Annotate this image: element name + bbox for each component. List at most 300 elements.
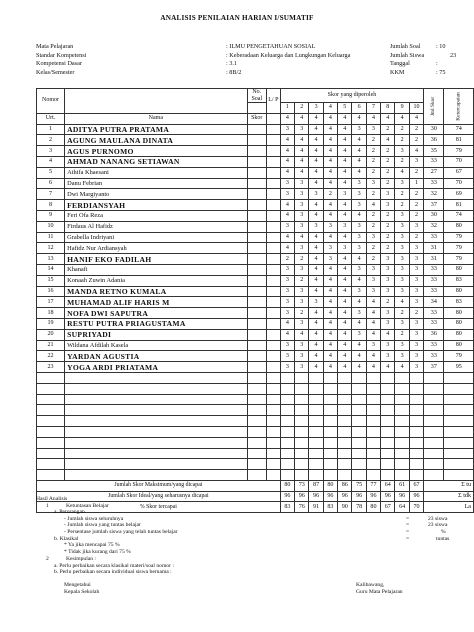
- question-number: 5: [338, 103, 352, 114]
- summary-value: 76: [295, 502, 309, 513]
- total-score: 33: [424, 340, 444, 351]
- empty-row: [37, 372, 474, 383]
- score-cell: 4: [309, 351, 323, 362]
- score-cell: 4: [295, 167, 309, 178]
- score-cell: 2: [409, 124, 423, 135]
- score-table: [36, 88, 474, 513]
- empty-cell: [381, 437, 395, 448]
- info-label: Tanggal: [390, 60, 410, 67]
- summary-value: 96: [352, 491, 366, 502]
- student-number: 5: [37, 167, 65, 178]
- summary-value: 96: [323, 491, 337, 502]
- score-cell: 4: [323, 297, 337, 308]
- empty-cell: [395, 448, 409, 459]
- score-cell: 3: [381, 318, 395, 329]
- empty-cell: [381, 459, 395, 470]
- summary-value: 86: [338, 480, 352, 491]
- summary-value: 96: [381, 491, 395, 502]
- score-cell: 4: [366, 297, 380, 308]
- score-cell: 3: [280, 189, 294, 200]
- student-soal-blank: [247, 210, 266, 221]
- empty-cell: [424, 448, 444, 459]
- empty-cell: [37, 405, 65, 416]
- score-cell: 4: [295, 232, 309, 243]
- max-score: 4: [338, 113, 352, 124]
- klasikal-eq: =: [406, 535, 410, 542]
- klasikal-note: * Tidak jika kurang dari 75 %: [64, 548, 131, 555]
- score-cell: 4: [338, 297, 352, 308]
- score-cell: 3: [323, 254, 337, 265]
- empty-cell: [395, 416, 409, 427]
- klasikal-label: b. Klasikal: [54, 535, 79, 542]
- empty-cell: [424, 372, 444, 383]
- score-cell: 4: [352, 340, 366, 351]
- score-cell: 4: [309, 362, 323, 373]
- score-cell: 2: [409, 135, 423, 146]
- score-cell: 4: [352, 275, 366, 286]
- score-cell: 4: [395, 167, 409, 178]
- score-cell: 4: [323, 308, 337, 319]
- score-cell: 4: [323, 210, 337, 221]
- ketercapaian-value: 80: [444, 329, 474, 340]
- student-lp-blank: [266, 232, 280, 243]
- student-soal-blank: [247, 178, 266, 189]
- total-score: 33: [424, 286, 444, 297]
- empty-cell: [424, 383, 444, 394]
- score-cell: 3: [352, 124, 366, 135]
- summary-value: 83: [323, 502, 337, 513]
- question-number: 6: [352, 103, 366, 114]
- student-row: [37, 362, 474, 373]
- score-cell: 4: [323, 135, 337, 146]
- empty-cell: [444, 448, 474, 459]
- empty-cell: [395, 372, 409, 383]
- score-cell: 4: [366, 308, 380, 319]
- analysis-eq: =: [406, 528, 410, 535]
- empty-cell: [280, 416, 294, 427]
- info-label: Kompetensi Dasar: [36, 60, 82, 67]
- score-cell: 2: [395, 329, 409, 340]
- empty-cell: [352, 416, 366, 427]
- student-soal-blank: [247, 146, 266, 157]
- empty-cell: [352, 405, 366, 416]
- score-cell: 3: [352, 221, 366, 232]
- empty-cell: [280, 448, 294, 459]
- score-cell: 4: [309, 243, 323, 254]
- empty-cell: [65, 416, 248, 427]
- score-cell: 3: [280, 340, 294, 351]
- empty-cell: [323, 426, 337, 437]
- score-cell: 4: [409, 146, 423, 157]
- score-cell: 3: [409, 318, 423, 329]
- empty-cell: [444, 372, 474, 383]
- ketercapaian-value: 81: [444, 135, 474, 146]
- student-name: Khanafi: [65, 264, 248, 275]
- empty-cell: [352, 437, 366, 448]
- analysis-val: %: [441, 528, 446, 535]
- ketercapaian-value: 80: [444, 308, 474, 319]
- score-cell: 4: [366, 351, 380, 362]
- total-score: 27: [424, 167, 444, 178]
- empty-cell: [395, 405, 409, 416]
- score-cell: 3: [280, 221, 294, 232]
- student-name: YOGA ARDI PRIATAMA: [65, 362, 248, 373]
- empty-cell: [247, 394, 266, 405]
- score-cell: 2: [381, 146, 395, 157]
- empty-cell: [247, 416, 266, 427]
- header-lp: L/ P: [266, 89, 280, 114]
- score-cell: 3: [395, 254, 409, 265]
- summary-value: 61: [395, 480, 409, 491]
- perorangan-label: a. Perorangan: [54, 509, 85, 516]
- header-nama: Nama: [65, 113, 248, 124]
- total-score: 30: [424, 210, 444, 221]
- score-cell: 4: [280, 156, 294, 167]
- score-cell: 4: [323, 167, 337, 178]
- student-soal-blank: [247, 167, 266, 178]
- score-cell: 4: [309, 340, 323, 351]
- summary-value: 64: [395, 502, 409, 513]
- analysis-line: - Persentase jumlah siswa yang telah tuntas belajar: [64, 528, 178, 535]
- empty-cell: [381, 416, 395, 427]
- question-number: 4: [323, 103, 337, 114]
- score-cell: 4: [338, 329, 352, 340]
- ketercapaian-value: 79: [444, 254, 474, 265]
- empty-cell: [37, 416, 65, 427]
- score-cell: 3: [323, 243, 337, 254]
- empty-cell: [247, 372, 266, 383]
- empty-cell: [309, 448, 323, 459]
- empty-cell: [323, 416, 337, 427]
- score-cell: 2: [366, 156, 380, 167]
- score-cell: 3: [295, 210, 309, 221]
- summary-right-label: La: [424, 502, 474, 513]
- score-cell: 2: [395, 189, 409, 200]
- student-number: 3: [37, 146, 65, 157]
- max-score: 4: [295, 113, 309, 124]
- score-cell: 3: [381, 351, 395, 362]
- score-cell: 4: [295, 146, 309, 157]
- score-cell: 3: [409, 286, 423, 297]
- student-row: [37, 254, 474, 265]
- student-lp-blank: [266, 264, 280, 275]
- score-cell: 3: [323, 221, 337, 232]
- score-cell: 4: [338, 362, 352, 373]
- info-row: [390, 43, 456, 52]
- score-cell: 2: [366, 146, 380, 157]
- empty-cell: [65, 470, 248, 481]
- empty-cell: [366, 405, 380, 416]
- score-cell: 3: [295, 297, 309, 308]
- empty-cell: [323, 448, 337, 459]
- summary-value: 80: [280, 480, 294, 491]
- score-cell: 4: [381, 135, 395, 146]
- empty-cell: [381, 394, 395, 405]
- empty-cell: [395, 437, 409, 448]
- student-lp-blank: [266, 221, 280, 232]
- empty-cell: [295, 383, 309, 394]
- total-score: 33: [424, 275, 444, 286]
- score-cell: 3: [338, 221, 352, 232]
- student-name: Firdaus Al Hafidz: [65, 221, 248, 232]
- student-soal-blank: [247, 351, 266, 362]
- student-name: ADITYA PUTRA PRATAMA: [65, 124, 248, 135]
- empty-cell: [352, 372, 366, 383]
- empty-cell: [409, 470, 423, 481]
- student-soal-blank: [247, 286, 266, 297]
- summary-value: 96: [309, 491, 323, 502]
- empty-cell: [381, 426, 395, 437]
- empty-cell: [352, 448, 366, 459]
- klasikal-val: tuntas: [436, 535, 450, 542]
- score-cell: 2: [381, 178, 395, 189]
- max-score: 4: [280, 113, 294, 124]
- empty-cell: [352, 394, 366, 405]
- score-cell: 3: [395, 264, 409, 275]
- score-cell: 4: [338, 264, 352, 275]
- empty-cell: [309, 383, 323, 394]
- score-cell: 2: [366, 189, 380, 200]
- kepala-sekolah-label: Kepala Sekolah: [64, 589, 100, 596]
- guru-label: Guru Mata Pelajaran: [356, 589, 403, 596]
- student-row: [37, 232, 474, 243]
- question-number: 8: [381, 103, 395, 114]
- student-lp-blank: [266, 286, 280, 297]
- total-score: 33: [424, 156, 444, 167]
- score-cell: 3: [409, 254, 423, 265]
- empty-cell: [295, 416, 309, 427]
- student-soal-blank: [247, 135, 266, 146]
- score-cell: 4: [338, 340, 352, 351]
- student-soal-blank: [247, 156, 266, 167]
- summary-value: 96: [338, 491, 352, 502]
- max-score: 4: [352, 113, 366, 124]
- header-jml-skor-text: Jml Skor: [430, 96, 437, 116]
- empty-cell: [247, 470, 266, 481]
- summary-value: 73: [295, 480, 309, 491]
- summary-label: Jumlah Skor Maksimum/yang dicapai: [37, 480, 281, 491]
- total-score: 32: [424, 221, 444, 232]
- empty-row: [37, 394, 474, 405]
- score-cell: 4: [309, 318, 323, 329]
- score-cell: 4: [309, 178, 323, 189]
- empty-cell: [266, 416, 280, 427]
- score-cell: 2: [409, 200, 423, 211]
- student-number: 12: [37, 243, 65, 254]
- analysis-line: - Jumlah siswa yang tuntas belajar: [64, 522, 141, 529]
- info-row: [36, 52, 350, 61]
- summary-value: 78: [352, 502, 366, 513]
- score-cell: 4: [323, 351, 337, 362]
- empty-cell: [65, 426, 248, 437]
- score-cell: 4: [280, 243, 294, 254]
- empty-cell: [424, 405, 444, 416]
- score-cell: 3: [280, 124, 294, 135]
- empty-cell: [366, 470, 380, 481]
- score-cell: 4: [381, 329, 395, 340]
- header-no-soal: No. Soal: [247, 89, 266, 103]
- score-cell: 3: [352, 189, 366, 200]
- empty-cell: [309, 394, 323, 405]
- score-cell: 3: [395, 210, 409, 221]
- empty-cell: [366, 416, 380, 427]
- header-urt: Urt.: [37, 113, 65, 124]
- empty-cell: [366, 372, 380, 383]
- empty-cell: [409, 394, 423, 405]
- score-cell: 2: [295, 254, 309, 265]
- student-soal-blank: [247, 232, 266, 243]
- header-blank: [65, 89, 248, 114]
- info-label: KKM: [390, 68, 405, 76]
- ketercapaian-value: 70: [444, 178, 474, 189]
- document-title: ANALISIS PENILAIAN HARIAN I/SUMATIF: [160, 14, 314, 22]
- score-cell: 2: [381, 243, 395, 254]
- ketercapaian-value: 67: [444, 167, 474, 178]
- score-cell: 4: [295, 329, 309, 340]
- score-cell: 4: [280, 210, 294, 221]
- student-row: [37, 351, 474, 362]
- empty-cell: [247, 448, 266, 459]
- empty-cell: [295, 426, 309, 437]
- score-cell: 4: [352, 135, 366, 146]
- empty-cell: [366, 448, 380, 459]
- score-cell: 3: [395, 221, 409, 232]
- score-cell: 2: [381, 210, 395, 221]
- empty-cell: [352, 470, 366, 481]
- ketercapaian-value: 79: [444, 243, 474, 254]
- empty-cell: [338, 372, 352, 383]
- score-cell: 4: [323, 318, 337, 329]
- score-cell: 4: [309, 167, 323, 178]
- student-number: 13: [37, 254, 65, 265]
- score-cell: 4: [366, 362, 380, 373]
- empty-cell: [444, 416, 474, 427]
- summary-value: 64: [381, 480, 395, 491]
- student-number: 7: [37, 189, 65, 200]
- student-soal-blank: [247, 362, 266, 373]
- score-cell: 3: [280, 178, 294, 189]
- student-row: [37, 135, 474, 146]
- student-soal-blank: [247, 243, 266, 254]
- empty-cell: [323, 383, 337, 394]
- score-cell: 4: [295, 156, 309, 167]
- score-cell: 2: [280, 254, 294, 265]
- score-cell: 2: [381, 156, 395, 167]
- student-row: [37, 297, 474, 308]
- score-cell: 2: [381, 124, 395, 135]
- total-score: 33: [424, 264, 444, 275]
- student-lp-blank: [266, 135, 280, 146]
- empty-cell: [424, 437, 444, 448]
- info-label: Jumlah Siswa: [390, 51, 425, 59]
- score-cell: 2: [295, 275, 309, 286]
- score-cell: 3: [295, 340, 309, 351]
- score-cell: 3: [280, 286, 294, 297]
- score-cell: 3: [381, 308, 395, 319]
- student-name: MUHAMAD ALIF HARIS M: [65, 297, 248, 308]
- max-score: 4: [409, 113, 423, 124]
- score-cell: 4: [352, 351, 366, 362]
- empty-cell: [295, 448, 309, 459]
- ketercapaian-value: 79: [444, 232, 474, 243]
- score-cell: 3: [409, 275, 423, 286]
- empty-cell: [381, 383, 395, 394]
- score-cell: 4: [280, 200, 294, 211]
- empty-cell: [409, 459, 423, 470]
- score-cell: 4: [323, 232, 337, 243]
- ketercapaian-value: 83: [444, 297, 474, 308]
- info-value: : 8B/2: [226, 68, 242, 76]
- score-cell: 4: [352, 318, 366, 329]
- empty-cell: [295, 437, 309, 448]
- empty-cell: [280, 470, 294, 481]
- summary-right-label: Σ tu: [424, 480, 474, 491]
- score-cell: 3: [295, 286, 309, 297]
- total-score: 37: [424, 362, 444, 373]
- empty-cell: [338, 470, 352, 481]
- summary-value: 87: [309, 480, 323, 491]
- score-cell: 3: [295, 243, 309, 254]
- score-cell: 2: [409, 189, 423, 200]
- score-cell: 3: [366, 178, 380, 189]
- student-lp-blank: [266, 210, 280, 221]
- empty-row: [37, 470, 474, 481]
- ketercapaian-value: 80: [444, 264, 474, 275]
- summary-value: 80: [366, 502, 380, 513]
- student-lp-blank: [266, 243, 280, 254]
- student-soal-blank: [247, 329, 266, 340]
- empty-cell: [37, 383, 65, 394]
- empty-cell: [409, 448, 423, 459]
- score-cell: 3: [381, 275, 395, 286]
- total-score: 31: [424, 243, 444, 254]
- student-number: 9: [37, 210, 65, 221]
- score-cell: 2: [409, 210, 423, 221]
- question-number: 10: [409, 103, 423, 114]
- student-lp-blank: [266, 254, 280, 265]
- max-score: 4: [309, 113, 323, 124]
- ketercapaian-value: 83: [444, 275, 474, 286]
- score-cell: 4: [323, 178, 337, 189]
- conclusion-line: b. Perlu perbaikan secara individual siswa bernama :: [54, 569, 172, 576]
- score-cell: 4: [309, 308, 323, 319]
- score-cell: 4: [309, 146, 323, 157]
- score-cell: 3: [409, 243, 423, 254]
- student-soal-blank: [247, 340, 266, 351]
- info-value: 23: [450, 51, 457, 59]
- score-cell: 4: [309, 135, 323, 146]
- analysis-val: 23 siswa: [428, 515, 448, 522]
- student-number: 17: [37, 297, 65, 308]
- info-row: [390, 52, 456, 61]
- max-score: 4: [395, 113, 409, 124]
- score-cell: 2: [295, 308, 309, 319]
- item-title: Ketuntasan Belajar: [66, 502, 109, 509]
- empty-cell: [280, 437, 294, 448]
- empty-row: [37, 459, 474, 470]
- mengetahui-label: Mengetahui: [64, 582, 91, 589]
- empty-cell: [395, 383, 409, 394]
- score-cell: 3: [338, 243, 352, 254]
- student-row: [37, 308, 474, 319]
- student-row: [37, 221, 474, 232]
- score-cell: 4: [338, 146, 352, 157]
- score-cell: 4: [323, 200, 337, 211]
- score-cell: 2: [409, 308, 423, 319]
- max-score: 4: [323, 113, 337, 124]
- score-cell: 4: [323, 124, 337, 135]
- student-number: 22: [37, 351, 65, 362]
